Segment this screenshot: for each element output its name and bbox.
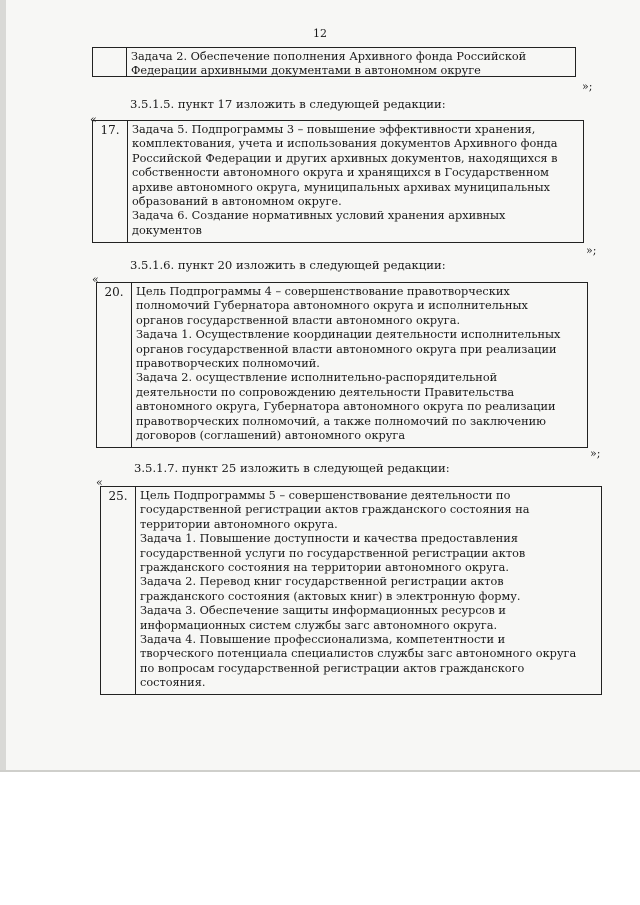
text-line: Задача 4. Повышение профессионализма, компетентности и <box>140 633 506 647</box>
scan-bottom-edge <box>0 770 640 772</box>
text-line: Российской Федерации и других архивных документов, находящихся в <box>132 151 558 165</box>
text-line: документов <box>132 223 202 237</box>
table-row-17 <box>92 120 584 243</box>
open-quote: « <box>92 273 99 286</box>
text-line: органов государственной власти автономного округа. <box>136 313 461 327</box>
page-number: 12 <box>313 27 327 40</box>
row-number <box>93 48 127 76</box>
text-line: Задача 2. Перевод книг государственной регистрации актов <box>140 575 504 589</box>
row-number: 25. <box>101 487 136 694</box>
text-line: Задача 5. Подпрограммы 3 – повышение эффективности хранения, <box>132 123 536 136</box>
text-line: Задача 3. Обеспечение защиты информационных ресурсов и <box>140 604 506 618</box>
text-line: Задача 1. Осуществление координации деятельности исполнительных <box>136 328 561 342</box>
table-row-top <box>92 47 576 77</box>
section-heading: 3.5.1.7. пункт 25 изложить в следующей редакции: <box>134 461 450 475</box>
text-line: Задача 6. Создание нормативных условий хранения архивных <box>132 209 506 223</box>
text-line: правотворческих полномочий, а также полномочий по заключению <box>136 414 546 428</box>
close-quote: »; <box>590 447 601 460</box>
text-line: органов государственной власти автономного округа при реализации <box>136 342 557 356</box>
text-line: Федерации архивными документами в автономном округе <box>131 64 481 78</box>
text-line: собственности автономного округа и хранящихся в Государственном <box>132 166 549 180</box>
text-line: гражданского состояния (актовых книг) в электронную форму. <box>140 589 521 603</box>
text-line: Цель Подпрограммы 4 – совершенствование правотворческих <box>136 285 510 298</box>
text-line: деятельности по сопровождению деятельности Правительства <box>136 385 515 399</box>
open-quote: « <box>90 113 97 126</box>
row-text <box>127 48 530 76</box>
row-text <box>132 283 564 447</box>
close-quote: »; <box>586 244 597 257</box>
text-line: комплектования, учета и использования документов Архивного фонда <box>132 137 558 151</box>
row-text <box>136 487 580 694</box>
text-line: по вопросам государственной регистрации актов гражданского <box>140 661 525 675</box>
scan-edge-shadow <box>0 0 6 772</box>
text-line: Задача 2. осуществление исполнительно-распорядительной <box>136 371 498 385</box>
text-line: государственной услуги по государственной регистрации актов <box>140 546 526 560</box>
row-text <box>128 121 561 242</box>
table-row-20 <box>96 282 588 448</box>
open-quote: « <box>96 476 103 489</box>
text-line: Задача 1. Повышение доступности и качества предоставления <box>140 532 518 546</box>
row-number: 20. <box>97 283 132 447</box>
section-heading: 3.5.1.5. пункт 17 изложить в следующей редакции: <box>130 97 446 111</box>
text-line: автономного округа, Губернатора автономного округа по реализации <box>136 400 556 414</box>
text-line: архиве автономного округа, муниципальных архивах муниципальных <box>132 180 551 194</box>
row-number: 17. <box>93 121 128 242</box>
text-line: договоров (соглашений) автономного округа <box>136 429 406 443</box>
close-quote: »; <box>582 80 593 93</box>
text-line: Цель Подпрограммы 5 – совершенствование деятельности по <box>140 489 511 502</box>
text-line: государственной регистрации актов гражданского состояния на <box>140 503 530 517</box>
text-line: гражданского состояния на территории автономного округа. <box>140 561 510 575</box>
text-line: Задача 2. Обеспечение пополнения Архивного фонда Российской <box>131 50 527 63</box>
text-line: творческого потенциала специалистов службы загс автономного округа <box>140 647 577 661</box>
text-line: полномочий Губернатора автономного округа и исполнительных <box>136 299 528 313</box>
section-heading: 3.5.1.6. пункт 20 изложить в следующей редакции: <box>130 258 446 272</box>
text-line: состояния. <box>140 676 206 690</box>
text-line: образований в автономном округе. <box>132 195 342 209</box>
text-line: территории автономного округа. <box>140 517 338 531</box>
table-row-25 <box>100 486 602 695</box>
text-line: информационных систем службы загс автономного округа. <box>140 618 498 632</box>
text-line: правотворческих полномочий. <box>136 357 320 371</box>
